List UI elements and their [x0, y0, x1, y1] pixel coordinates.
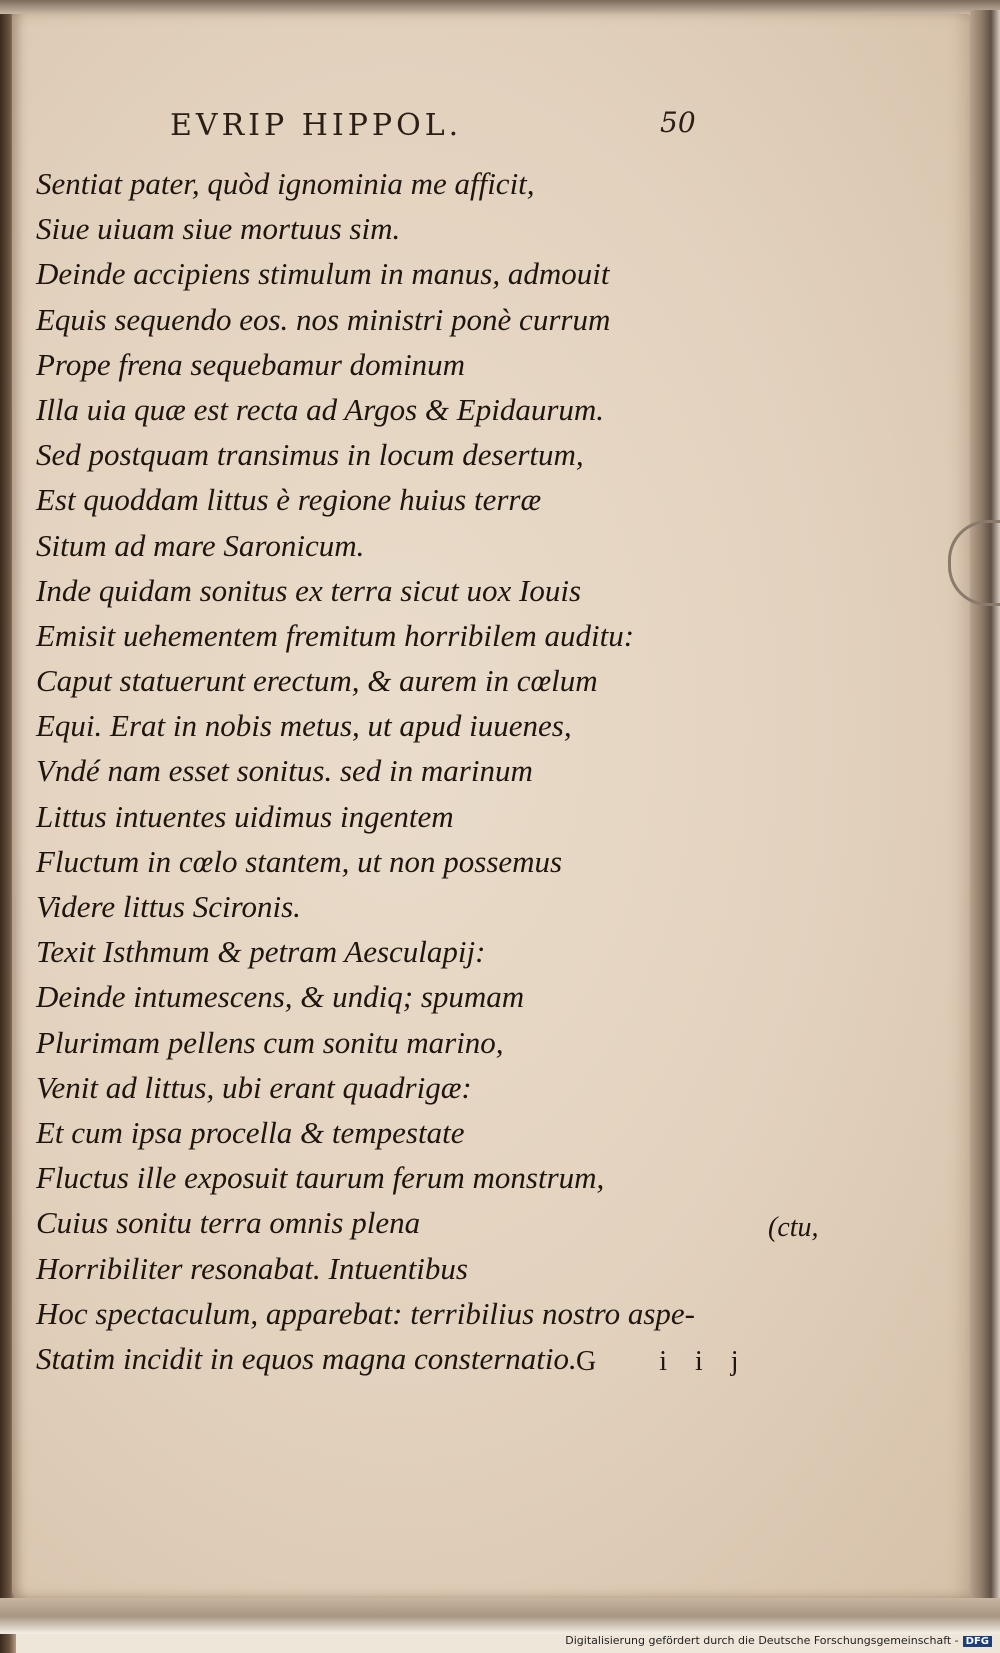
verse-line: Equi. Erat in nobis metus, ut apud iuuenes,: [36, 708, 572, 744]
page-fore-edge: [970, 10, 1000, 1610]
verse-line: Equis sequendo eos. nos ministri ponè currum: [36, 301, 611, 337]
page-top-edge: [0, 0, 1000, 14]
folio-number: 50: [660, 106, 696, 139]
verse-line: Cuius sonitu terra omnis plena: [36, 1205, 421, 1241]
verse-line: Inde quidam sonitus ex terra sicut uox Iouis: [36, 572, 582, 608]
verse-line: Statim incidit in equos magna consternatio.: [36, 1340, 577, 1376]
verse-line: Fluctum in cœlo stantem, ut non possemus: [36, 843, 563, 879]
verse-line: Videre littus Scironis.: [36, 889, 301, 924]
verse-line: Prope frena sequebamur dominum: [36, 346, 466, 382]
verse-line: Texit Isthmum & petram Aesculapij:: [36, 934, 486, 970]
verse-line: Littus intuentes uidimus ingentem: [36, 798, 454, 834]
verse-line: Et cum ipsa procella & tempestate: [36, 1114, 465, 1150]
verse-line: Est quoddam littus è regione huius terræ: [36, 482, 542, 518]
verse-line: Deinde intumescens, & undiq; spumam: [36, 979, 525, 1015]
verse-line: Hoc spectaculum, apparebat: terribilius nostro aspe-: [36, 1295, 695, 1331]
verse-line: Situm ad mare Saronicum.: [36, 527, 365, 563]
verse-line: Sed postquam transimus in locum desertum,: [36, 437, 584, 473]
page-bottom-edge: [0, 1598, 1000, 1634]
verse-line: Siue uiuam siue mortuus sim.: [36, 211, 401, 247]
verse-line: Venit ad littus, ubi erant quadrigæ:: [36, 1069, 472, 1105]
verse-line: Fluctus ille exposuit taurum ferum monstrum,: [36, 1160, 605, 1196]
verse-line: Emisit uehementem fremitum horribilem auditu:: [36, 617, 635, 653]
verse-line: Illa uia quæ est recta ad Argos & Epidaurum.: [36, 391, 605, 427]
running-head: EVRIP HIPPOL.: [170, 108, 463, 143]
dfg-logo: DFG: [963, 1636, 992, 1647]
verse-line: Horribiliter resonabat. Intuentibus: [36, 1250, 468, 1286]
verse-line: Sentiat pater, quòd ignominia me afficit,: [36, 166, 535, 201]
signature-mark: G iij: [576, 1346, 767, 1377]
credit-text: Digitalisierung gefördert durch die Deutsche Forschungsgemeinschaft -: [565, 1634, 959, 1647]
verse-line: Caput statuerunt erectum, & aurem in cœlum: [36, 663, 598, 699]
marginal-note: (ctu,: [768, 1212, 819, 1243]
digitization-credit: [565, 1634, 992, 1647]
verse-list: [36, 161, 736, 1381]
verse-line: Plurimam pellens cum sonitu marino,: [36, 1024, 504, 1060]
verse-line: Deinde accipiens stimulum in manus, admouit: [36, 256, 610, 292]
verse-line: Vndé nam esset sonitus. sed in marinum: [36, 753, 533, 789]
